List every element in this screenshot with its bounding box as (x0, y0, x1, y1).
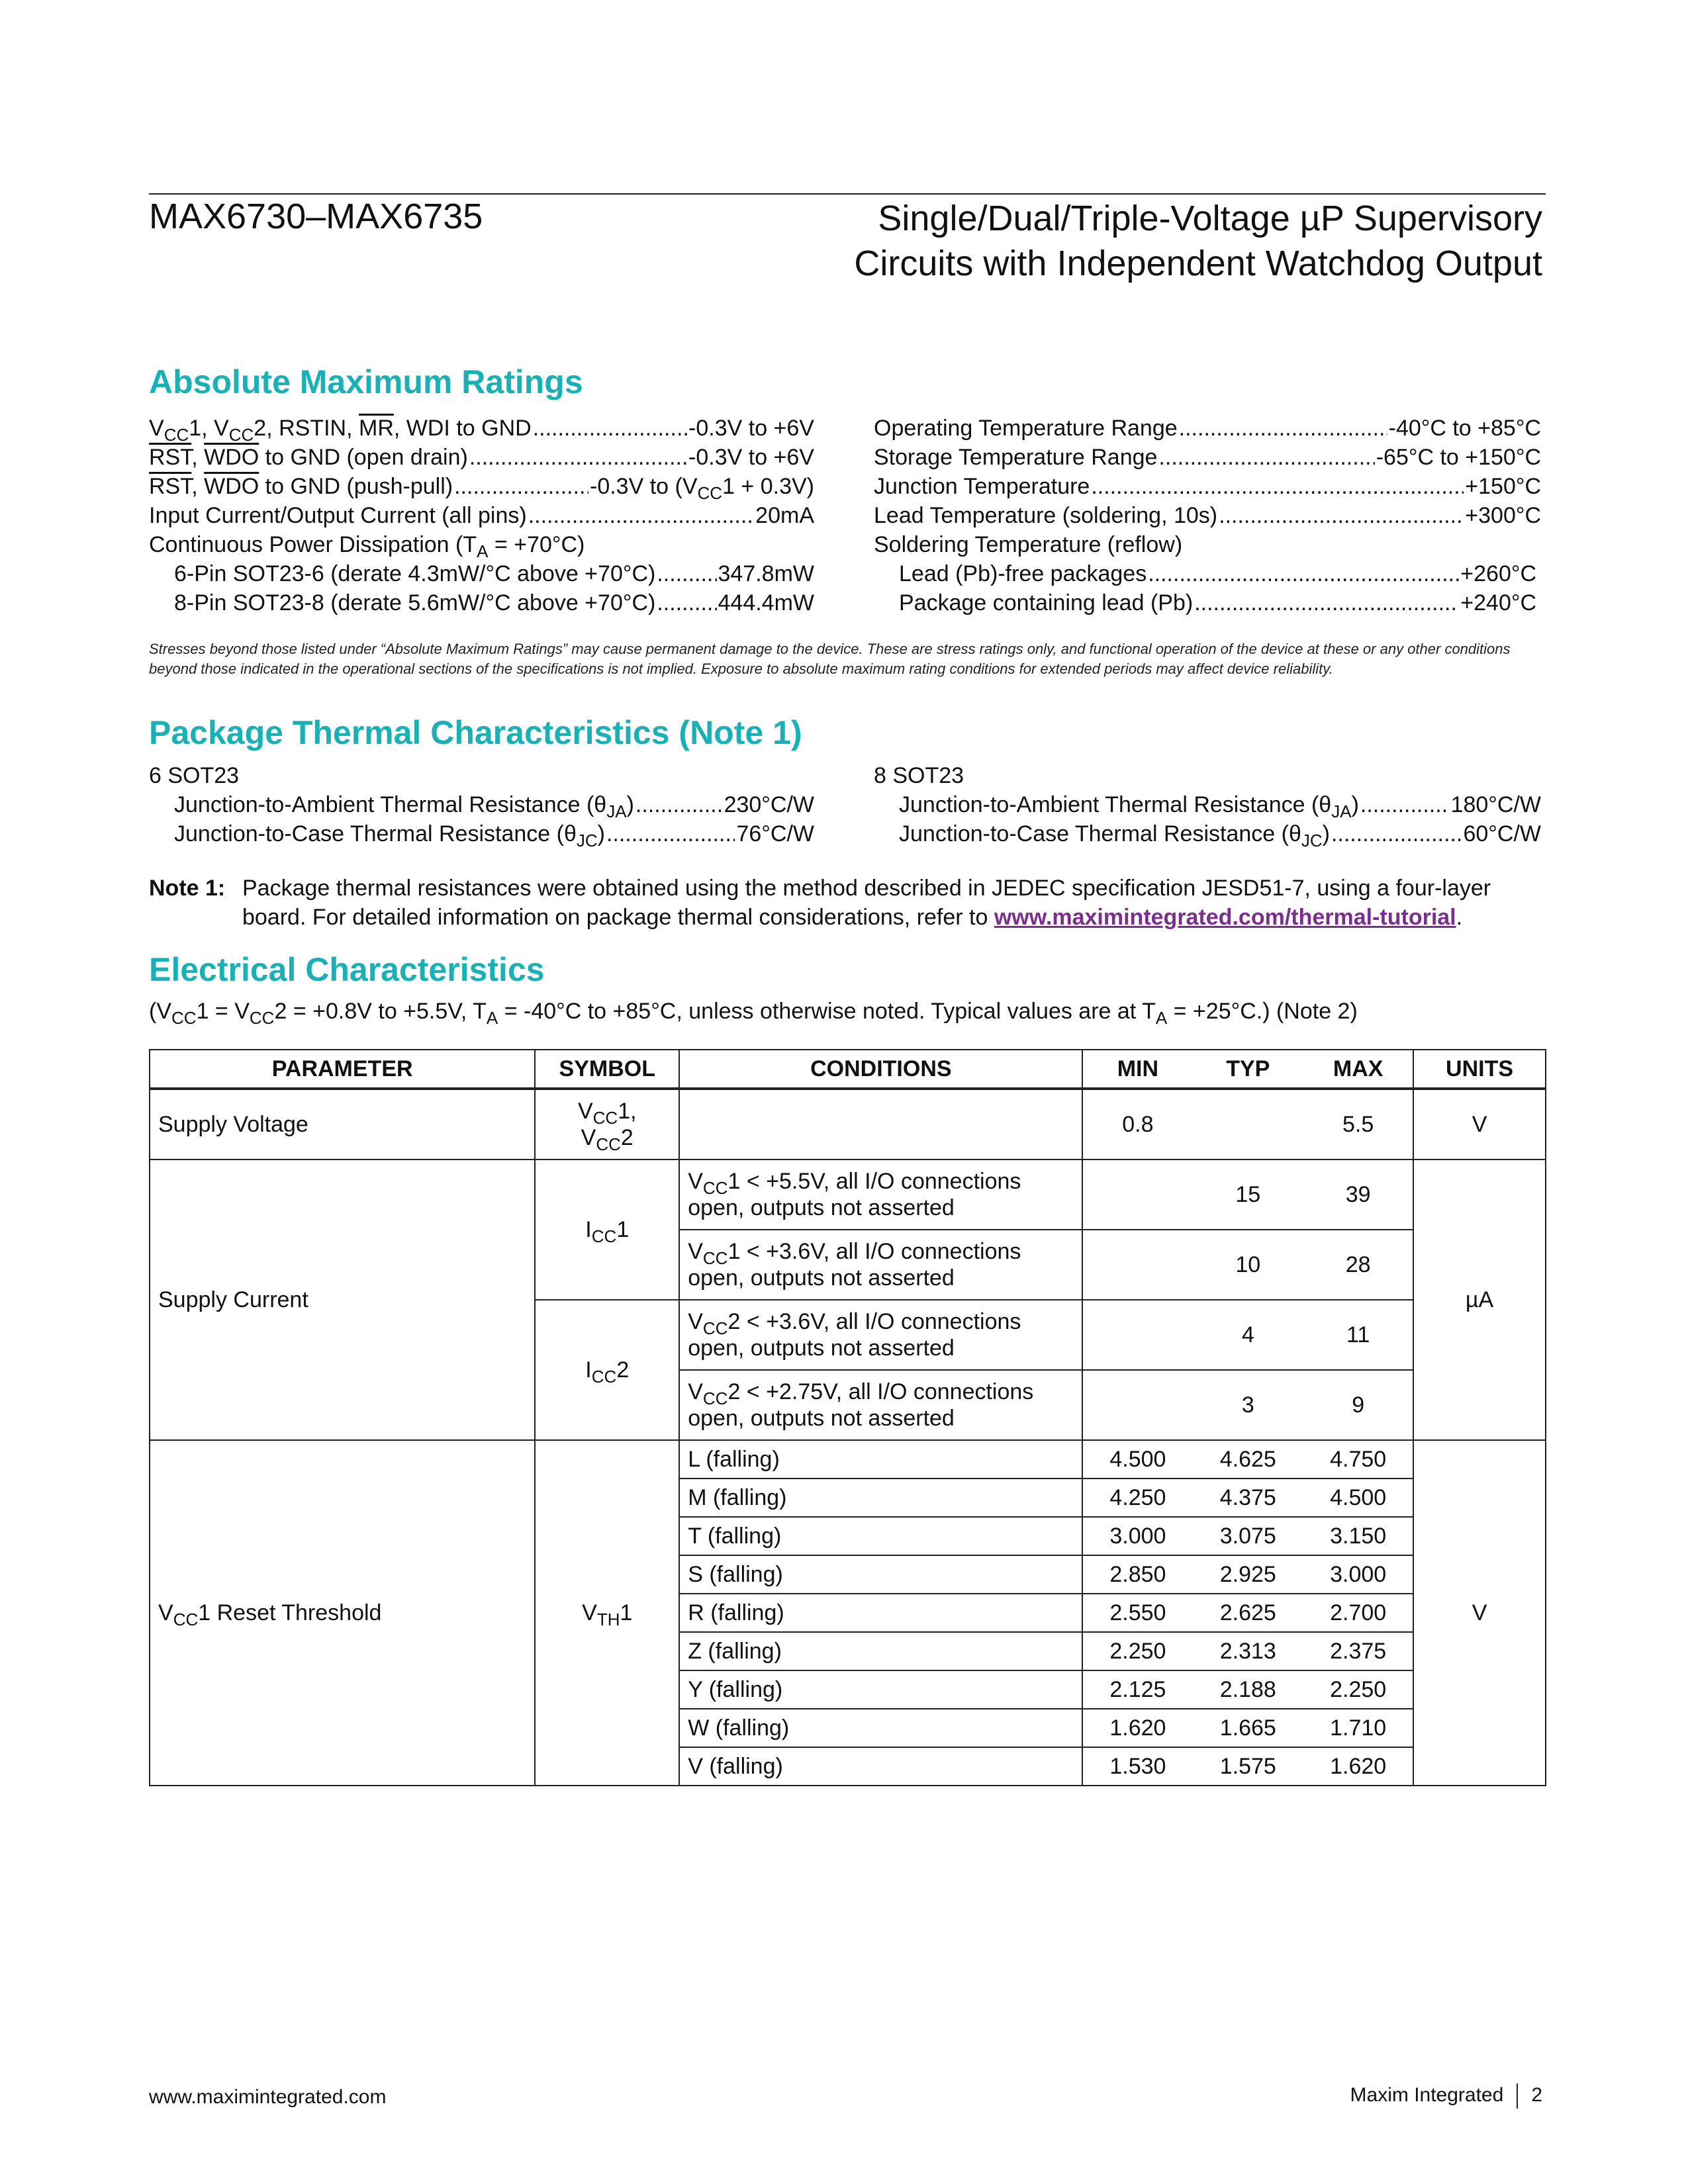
conditions-cell: $V_{CC}1 < +3.6V$, all I/O connections open, outputs not asserted (679, 1230, 1082, 1300)
max-cell: 3.000 (1303, 1555, 1413, 1594)
conditions-cell: $V_{CC}2 < +2.75V$, all I/O connections open, outputs not asserted (679, 1370, 1082, 1440)
min-cell: 2.250 (1082, 1632, 1192, 1670)
max-cell: 39 (1303, 1160, 1413, 1230)
typ-cell: 4 (1192, 1300, 1303, 1370)
conditions-cell: Y (falling) (679, 1670, 1082, 1709)
min-cell: 2.550 (1082, 1594, 1192, 1632)
max-cell: 2.375 (1303, 1632, 1413, 1670)
conditions-cell: T (falling) (679, 1517, 1082, 1555)
document-title: Single/Dual/Triple-Voltage µP Supervisory Circuits with Independent Watchdog Output (854, 199, 1542, 283)
min-cell: 3.000 (1082, 1517, 1192, 1555)
min-cell (1082, 1300, 1192, 1370)
table-row (150, 1440, 1546, 1479)
amr-left-row: $\overline{RST}$, $\overline{WDO}$ to GND (open drain) ..... -0.3V to +6V (149, 443, 814, 472)
conditions-cell (679, 1089, 1082, 1160)
typ-cell: 1.575 (1192, 1747, 1303, 1786)
col-header-conditions: CONDITIONS (679, 1050, 1082, 1089)
typ-cell: 2.925 (1192, 1555, 1303, 1594)
conditions-cell: S (falling) (679, 1555, 1082, 1594)
amr-left-row: 8-Pin SOT23-8 (derate 5.6mW/°C above +70°C) ..... 444.4mW (174, 588, 814, 617)
amr-left-row: 6-Pin SOT23-6 (derate 4.3mW/°C above +70°C) ..... 347.8mW (174, 559, 814, 588)
amr-left-row: $V_{CC}1$, $V_{CC}2$, RSTIN, $\overline{MR}$, WDI to GND ..... -0.3V to +6V (149, 414, 814, 443)
min-cell (1082, 1370, 1192, 1440)
thermal-right-jc: Junction-to-Case Thermal Resistance $(\theta_{JC})$ ..... 60°C/W (899, 819, 1541, 848)
min-cell (1082, 1230, 1192, 1300)
conditions-cell: W (falling) (679, 1709, 1082, 1747)
amr-left-row: Input Current/Output Current (all pins) ..... 20mA (149, 501, 814, 530)
min-cell: 4.500 (1082, 1440, 1192, 1479)
electrical-characteristics-table (149, 1049, 1546, 1786)
param-cell: $V_{CC}1$ Reset Threshold (150, 1440, 535, 1786)
note-1-label: Note 1: (149, 876, 226, 901)
symbol-cell: $I_{CC}2$ (535, 1300, 679, 1440)
max-cell: 5.5 (1303, 1089, 1413, 1160)
min-cell: 4.250 (1082, 1479, 1192, 1517)
max-cell: 4.750 (1303, 1440, 1413, 1479)
header-rule (149, 193, 1546, 195)
typ-cell: 2.625 (1192, 1594, 1303, 1632)
col-header-symbol: SYMBOL (535, 1050, 679, 1089)
conditions-cell: M (falling) (679, 1479, 1082, 1517)
min-cell (1082, 1160, 1192, 1230)
min-cell: 2.850 (1082, 1555, 1192, 1594)
amr-right-row: Junction Temperature ..... +150°C (874, 472, 1541, 501)
thermal-right-ja: Junction-to-Ambient Thermal Resistance $(\theta_{JA})$ ..... 180°C/W (899, 790, 1541, 819)
min-cell: 2.125 (1082, 1670, 1192, 1709)
amr-right-row: Soldering Temperature (reflow) (874, 532, 1183, 557)
thermal-tutorial-link[interactable]: www.maximintegrated.com/thermal-tutorial (994, 905, 1456, 930)
thermal-title: Package Thermal Characteristics (Note 1) (149, 714, 802, 751)
symbol-cell: $I_{CC}1$ (535, 1160, 679, 1300)
symbol-cell: $V_{CC}1$, $V_{CC}2$ (535, 1089, 679, 1160)
units-cell: V (1413, 1440, 1546, 1786)
amr-left-row: $\overline{RST}$, $\overline{WDO}$ to GND (push-pull) ..... -0.3V to $(V_{CC}1 + 0.3V)$ (149, 472, 814, 501)
param-cell: Supply Voltage (150, 1089, 535, 1160)
amr-right-row: Package containing lead (Pb) ..... +240°C (899, 588, 1536, 617)
amr-right-row: Storage Temperature Range ..... -65°C to +150°C (874, 443, 1541, 472)
typ-cell: 15 (1192, 1160, 1303, 1230)
min-cell: 1.530 (1082, 1747, 1192, 1786)
table-row (150, 1160, 1546, 1230)
conditions-cell: $V_{CC}2 < +3.6V$, all I/O connections open, outputs not asserted (679, 1300, 1082, 1370)
page-number: 2 (1531, 2083, 1542, 2106)
typ-cell: 10 (1192, 1230, 1303, 1300)
footer-company: Maxim Integrated (1350, 2083, 1504, 2106)
ec-title: Electrical Characteristics (149, 951, 545, 988)
amr-left-row: Continuous Power Dissipation $(T_A = +70^\circ C)$ (149, 532, 585, 561)
conditions-cell: $V_{CC}1 < +5.5V$, all I/O connections open, outputs not asserted (679, 1160, 1082, 1230)
note-1-text: Package thermal resistances were obtained using the method described in JEDEC specification JESD51-7, using a four-layer board. For detailed information on package thermal considerations, refer to www.maximintegrated.com/thermal-tutorial. (242, 876, 1491, 930)
units-cell: µA (1413, 1160, 1546, 1440)
col-header-typ: TYP (1192, 1050, 1303, 1089)
typ-cell: 3.075 (1192, 1517, 1303, 1555)
table-row (150, 1089, 1546, 1160)
max-cell: 2.250 (1303, 1670, 1413, 1709)
max-cell: 4.500 (1303, 1479, 1413, 1517)
conditions-cell: R (falling) (679, 1594, 1082, 1632)
conditions-cell: L (falling) (679, 1440, 1082, 1479)
col-header-min: MIN (1082, 1050, 1192, 1089)
max-cell: 9 (1303, 1370, 1413, 1440)
amr-right-row: Lead Temperature (soldering, 10s) ..... +300°C (874, 501, 1541, 530)
thermal-right-package: 8 SOT23 (874, 763, 964, 788)
typ-cell: 1.665 (1192, 1709, 1303, 1747)
amr-right-row: Lead (Pb)-free packages ..... +260°C (899, 559, 1536, 588)
typ-cell: 2.188 (1192, 1670, 1303, 1709)
typ-cell: 4.375 (1192, 1479, 1303, 1517)
footer-divider (1517, 2083, 1518, 2109)
min-cell: 0.8 (1082, 1089, 1192, 1160)
max-cell: 2.700 (1303, 1594, 1413, 1632)
typ-cell (1192, 1089, 1303, 1160)
max-cell: 28 (1303, 1230, 1413, 1300)
max-cell: 1.620 (1303, 1747, 1413, 1786)
ec-conditions: ($V_{CC}1 = V_{CC}2 = +0.8V$ to +5.5V, $T_A = -40^\circ C$ to +85°C, unless otherwise noted. Typical values are at $T_A = +25^\circ C$.) (Note 2) (149, 999, 1358, 1028)
max-cell: 3.150 (1303, 1517, 1413, 1555)
stress-note: Stresses beyond those listed under “Absolute Maximum Ratings” may cause permanent damage to the device. These are stress ratings only, and functional operation of the device at these or any other conditions beyond those indicated in the operational sections of the specifications is not implied. Exposure to absolute maximum rating conditions for extended periods may affect device reliability. (149, 641, 1511, 677)
col-header-max: MAX (1303, 1050, 1413, 1089)
conditions-cell: Z (falling) (679, 1632, 1082, 1670)
symbol-cell: $V_{TH}1$ (535, 1440, 679, 1786)
param-cell: Supply Current (150, 1160, 535, 1440)
typ-cell: 4.625 (1192, 1440, 1303, 1479)
conditions-cell: V (falling) (679, 1747, 1082, 1786)
footer-url[interactable]: www.maximintegrated.com (149, 2086, 387, 2108)
max-cell: 1.710 (1303, 1709, 1413, 1747)
thermal-left-ja: Junction-to-Ambient Thermal Resistance $(\theta_{JA})$ ..... 230°C/W (174, 790, 814, 819)
col-header-units: UNITS (1413, 1050, 1546, 1089)
amr-title: Absolute Maximum Ratings (149, 363, 583, 400)
typ-cell: 2.313 (1192, 1632, 1303, 1670)
units-cell: V (1413, 1089, 1546, 1160)
typ-cell: 3 (1192, 1370, 1303, 1440)
col-header-parameter: PARAMETER (150, 1050, 535, 1089)
footer-right (1350, 2083, 1542, 2109)
thermal-left-jc: Junction-to-Case Thermal Resistance $(\theta_{JC})$ ..... 76°C/W (174, 819, 814, 848)
max-cell: 11 (1303, 1300, 1413, 1370)
thermal-left-package: 6 SOT23 (149, 763, 240, 788)
part-number: MAX6730–MAX6735 (149, 197, 483, 236)
min-cell: 1.620 (1082, 1709, 1192, 1747)
amr-right-row: Operating Temperature Range ..... -40°C to +85°C (874, 414, 1541, 443)
